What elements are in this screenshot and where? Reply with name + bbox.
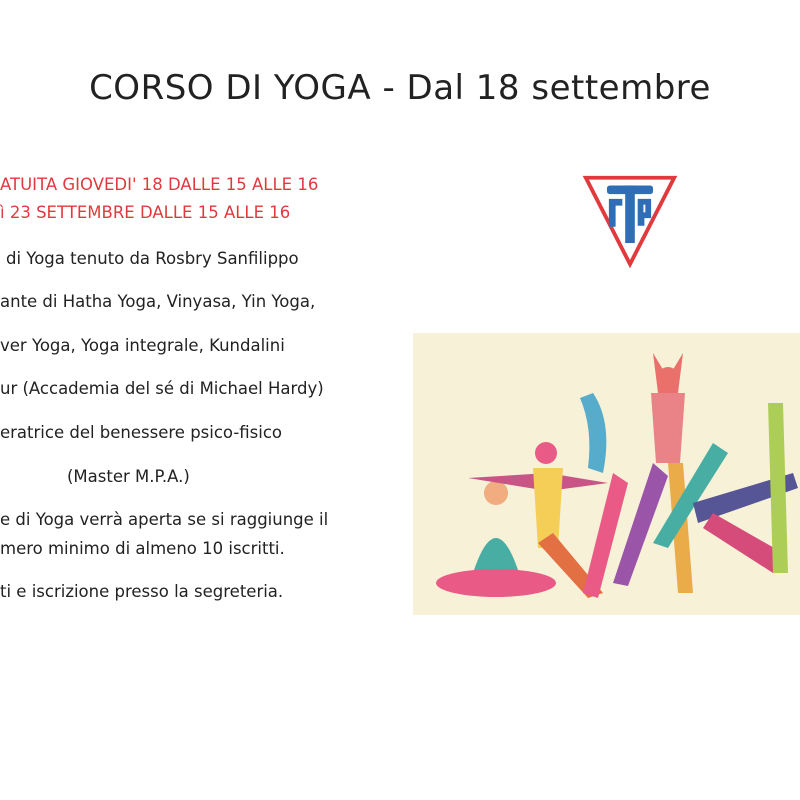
body-line: eratrice del benessere psico-fisico xyxy=(0,423,283,442)
body-line: di Yoga tenuto da Rosbry Sanfilippo xyxy=(6,249,299,268)
body-line: ti e iscrizione presso la segreteria. xyxy=(0,582,284,601)
body-line: (Master M.P.A.) xyxy=(67,467,190,486)
body-line: e di Yoga verrà aperta se si raggiunge il xyxy=(0,510,329,529)
body-line: ante di Hatha Yoga, Vinyasa, Yin Yoga, xyxy=(0,292,316,311)
body-line: mero minimo di almeno 10 iscritti. xyxy=(0,539,285,558)
body-line: ver Yoga, Yoga integrale, Kundalini xyxy=(0,336,285,355)
body-line: ur (Accademia del sé di Michael Hardy) xyxy=(0,379,324,398)
ctp-logo xyxy=(582,172,678,268)
promo-line: ì 23 SETTEMBRE DALLE 15 ALLE 16 xyxy=(0,203,291,222)
promo-line: ATUITA GIOVEDI' 18 DALLE 15 ALLE 16 xyxy=(0,175,319,194)
page-title: CORSO DI YOGA - Dal 18 settembre xyxy=(89,68,711,108)
yoga-illustration xyxy=(413,333,800,615)
